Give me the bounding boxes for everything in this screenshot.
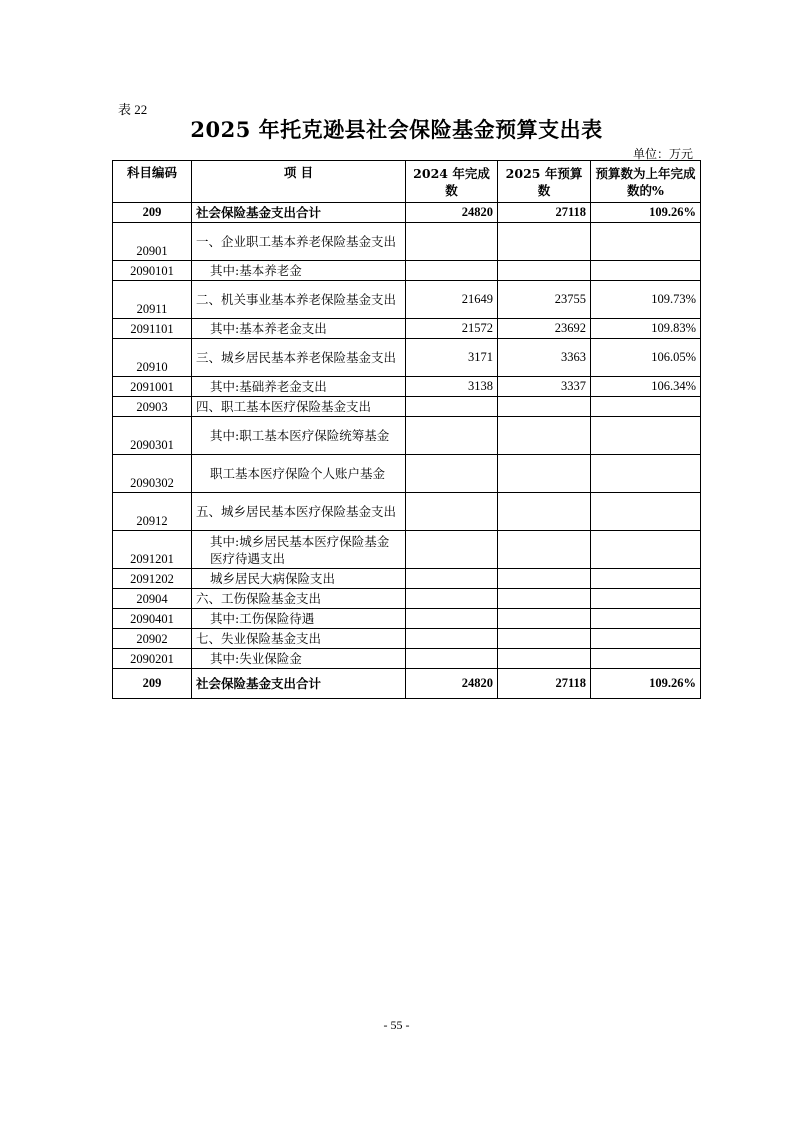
document-title: 2025 年托克逊县社会保险基金预算支出表	[190, 117, 603, 142]
table-row	[113, 649, 701, 669]
row-completed-2024: 24820	[406, 203, 498, 223]
row-budget-2025	[498, 569, 591, 589]
row-code: 209	[113, 669, 192, 699]
table-row	[113, 569, 701, 589]
table-row	[113, 629, 701, 649]
row-completed-2024: 3171	[406, 339, 498, 377]
table-row	[113, 281, 701, 319]
header-ratio: 预算数为上年完成数的%	[591, 161, 701, 203]
row-item	[192, 261, 406, 281]
budget-table	[112, 160, 701, 699]
row-completed-2024	[406, 455, 498, 493]
row-code: 2091202	[113, 569, 192, 589]
row-budget-2025	[498, 223, 591, 261]
row-completed-2024	[406, 397, 498, 417]
row-ratio	[591, 649, 701, 669]
row-item-text: 城乡居民大病保险支出	[210, 571, 336, 586]
row-item: 七、失业保险基金支出	[192, 629, 406, 649]
row-ratio: 106.34%	[591, 377, 701, 397]
row-item: 社会保险基金支出合计	[192, 203, 406, 223]
row-code: 20911	[113, 281, 192, 319]
row-code: 20912	[113, 493, 192, 531]
row-ratio	[591, 531, 701, 569]
row-budget-2025	[498, 261, 591, 281]
row-completed-2024	[406, 531, 498, 569]
row-code: 20902	[113, 629, 192, 649]
row-item: 一、企业职工基本养老保险基金支出	[192, 223, 406, 261]
row-completed-2024	[406, 609, 498, 629]
row-budget-2025	[498, 531, 591, 569]
row-ratio	[591, 397, 701, 417]
table-row	[113, 223, 701, 261]
row-budget-2025	[498, 493, 591, 531]
row-ratio	[591, 223, 701, 261]
row-budget-2025	[498, 649, 591, 669]
row-budget-2025	[498, 417, 591, 455]
table-row-total	[113, 669, 701, 699]
row-item	[192, 649, 406, 669]
row-item	[192, 569, 406, 589]
table-row	[113, 417, 701, 455]
table-row	[113, 339, 701, 377]
row-ratio: 106.05%	[591, 339, 701, 377]
row-completed-2024: 3138	[406, 377, 498, 397]
row-item: 五、城乡居民基本医疗保险基金支出	[192, 493, 406, 531]
row-ratio: 109.73%	[591, 281, 701, 319]
row-code: 2090301	[113, 417, 192, 455]
table-row	[113, 397, 701, 417]
page-number: - 55 -	[383, 1018, 410, 1032]
row-item: 职工基本医疗保险个人账户基金	[192, 455, 406, 493]
table-row	[113, 609, 701, 629]
row-ratio: 109.26%	[591, 669, 701, 699]
row-completed-2024	[406, 493, 498, 531]
row-item: 其中:职工基本医疗保险统筹基金	[192, 417, 406, 455]
row-budget-2025: 23755	[498, 281, 591, 319]
row-item-text: 其中:失业保险金	[210, 651, 302, 666]
table-row	[113, 493, 701, 531]
row-budget-2025: 27118	[498, 203, 591, 223]
row-code: 20910	[113, 339, 192, 377]
row-ratio	[591, 417, 701, 455]
row-item-text: 其中:基本养老金支出	[210, 321, 327, 336]
row-completed-2024: 21649	[406, 281, 498, 319]
row-code: 2091101	[113, 319, 192, 339]
row-budget-2025: 23692	[498, 319, 591, 339]
row-ratio	[591, 609, 701, 629]
unit-label: 单位：万元	[632, 147, 693, 161]
row-ratio: 109.26%	[591, 203, 701, 223]
row-ratio	[591, 455, 701, 493]
row-budget-2025	[498, 589, 591, 609]
table-row	[113, 589, 701, 609]
row-item	[192, 609, 406, 629]
row-budget-2025	[498, 629, 591, 649]
row-code: 2091201	[113, 531, 192, 569]
table-row	[113, 377, 701, 397]
row-item	[192, 319, 406, 339]
row-code: 20901	[113, 223, 192, 261]
row-code: 2090201	[113, 649, 192, 669]
row-completed-2024	[406, 569, 498, 589]
row-ratio: 109.83%	[591, 319, 701, 339]
row-item: 其中:城乡居民基本医疗保险基金医疗待遇支出	[192, 531, 406, 569]
row-code: 2090401	[113, 609, 192, 629]
table-row	[113, 319, 701, 339]
header-budget-2025: 2025 年预算数	[498, 161, 591, 203]
row-completed-2024: 24820	[406, 669, 498, 699]
row-ratio	[591, 493, 701, 531]
row-code: 2090302	[113, 455, 192, 493]
row-code: 20904	[113, 589, 192, 609]
row-budget-2025: 27118	[498, 669, 591, 699]
row-item: 四、职工基本医疗保险基金支出	[192, 397, 406, 417]
row-code: 2091001	[113, 377, 192, 397]
row-budget-2025	[498, 397, 591, 417]
row-code: 2090101	[113, 261, 192, 281]
row-code: 209	[113, 203, 192, 223]
header-code: 科目编码	[113, 161, 192, 203]
row-item: 社会保险基金支出合计	[192, 669, 406, 699]
row-budget-2025	[498, 609, 591, 629]
row-item: 六、工伤保险基金支出	[192, 589, 406, 609]
header-item: 项 目	[192, 161, 406, 203]
row-completed-2024	[406, 589, 498, 609]
row-completed-2024	[406, 417, 498, 455]
row-budget-2025	[498, 455, 591, 493]
row-completed-2024: 21572	[406, 319, 498, 339]
row-code: 20903	[113, 397, 192, 417]
row-item: 三、城乡居民基本养老保险基金支出	[192, 339, 406, 377]
table-row	[113, 203, 701, 223]
table-row	[113, 531, 701, 569]
table-header-row	[113, 161, 701, 203]
row-item	[192, 377, 406, 397]
row-item: 二、机关事业基本养老保险基金支出	[192, 281, 406, 319]
table-row	[113, 455, 701, 493]
row-budget-2025: 3337	[498, 377, 591, 397]
row-ratio	[591, 589, 701, 609]
row-item-text: 其中:工伤保险待遇	[210, 611, 315, 626]
row-completed-2024	[406, 223, 498, 261]
row-ratio	[591, 629, 701, 649]
table-label: 表 22	[118, 102, 148, 117]
table-row	[113, 261, 701, 281]
row-budget-2025: 3363	[498, 339, 591, 377]
row-ratio	[591, 569, 701, 589]
row-item-text: 其中:基本养老金	[210, 263, 302, 278]
row-item-text: 其中:基础养老金支出	[210, 379, 327, 394]
row-completed-2024	[406, 261, 498, 281]
row-completed-2024	[406, 629, 498, 649]
row-ratio	[591, 261, 701, 281]
header-completed-2024: 2024 年完成数	[406, 161, 498, 203]
row-completed-2024	[406, 649, 498, 669]
